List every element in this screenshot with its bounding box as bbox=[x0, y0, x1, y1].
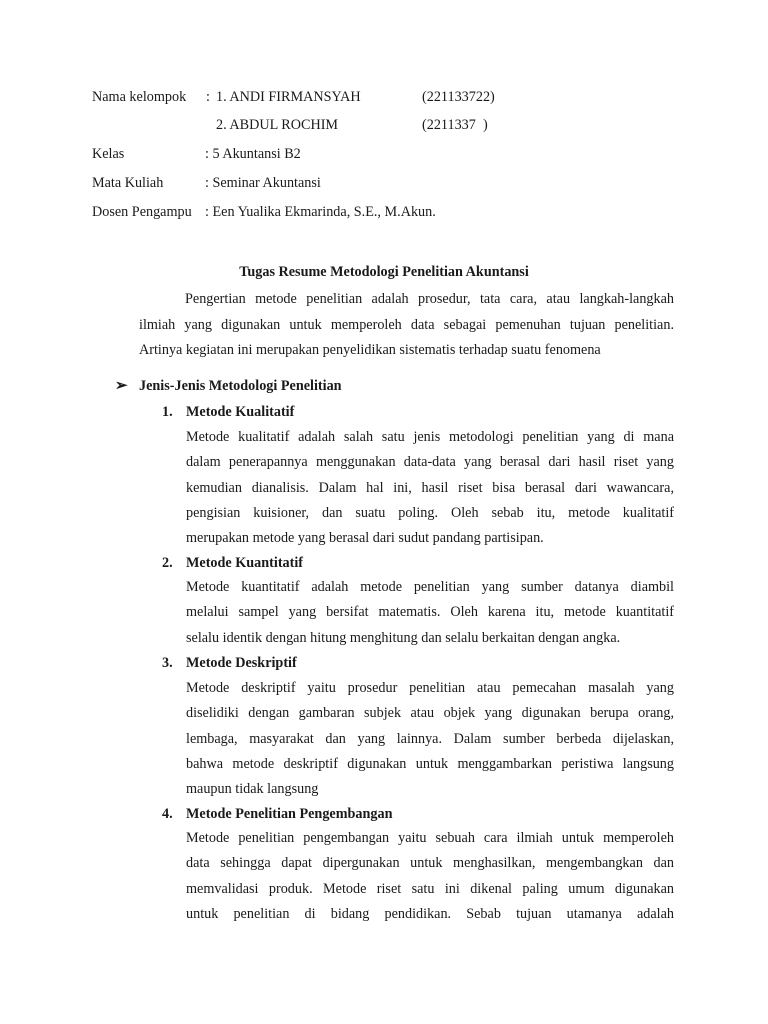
list-item-body bbox=[186, 826, 674, 927]
member2-row bbox=[92, 115, 692, 135]
body-line: Metode kuantitatif adalah metode penelitian yang sumber datanya diambil bbox=[186, 579, 674, 595]
list-item-title: Metode Kuantitatif bbox=[186, 555, 304, 571]
lecturer-label: Dosen Pengampu bbox=[92, 204, 192, 220]
list-item-number: 1. bbox=[162, 404, 173, 420]
class-value: : 5 Akuntansi B2 bbox=[205, 146, 301, 162]
body-line: selalu identik dengan hitung menghitung dan selalu berkaitan dengan angka. bbox=[186, 629, 621, 646]
document-title: Tugas Resume Metodologi Penelitian Akuntansi bbox=[239, 264, 529, 280]
list-item-number: 3. bbox=[162, 655, 173, 671]
body-line: diselidiki dengan gambaran subjek atau objek yang digunakan berupa orang, bbox=[186, 705, 674, 722]
body-line: lembaga, masyarakat dan yang lainnya. Dalam sumber berbeda dijelaskan, bbox=[186, 730, 674, 747]
intro-line: Artinya kegiatan ini merupakan penyelidikan sistematis terhadap suatu fenomena bbox=[139, 342, 601, 358]
body-line: dalam penerapannya menggunakan data-data yang berasal dari hasil riset yang bbox=[186, 454, 674, 471]
list-item-body bbox=[186, 676, 674, 802]
body-line: merupakan metode yang berasal dari sudut pandang partisipan. bbox=[186, 530, 544, 547]
body-line: Metode deskriptif yaitu prosedur penelitian atau pemecahan masalah yang bbox=[186, 680, 674, 696]
list-item-title: Metode Deskriptif bbox=[186, 655, 297, 671]
body-line: melalui sampel yang bersifat matematis. Oleh karena itu, metode kuantitatif bbox=[186, 604, 674, 621]
body-line: Metode kualitatif adalah salah satu jenis metodologi penelitian yang di mana bbox=[186, 429, 674, 445]
intro-line: Pengertian metode penelitian adalah prosedur, tata cara, atau langkah-langkah bbox=[185, 291, 674, 307]
body-line: data sehingga dapat dipergunakan untuk menghasilkan, mengembangkan dan bbox=[186, 855, 674, 872]
course-row bbox=[92, 173, 692, 193]
group-label: Nama kelompok bbox=[92, 89, 187, 105]
body-line: untuk penelitian di bidang pendidikan. Sebab tujuan utamanya adalah bbox=[186, 905, 674, 922]
intro-line: ilmiah yang digunakan untuk memperoleh data sebagai pemenuhan tujuan penelitian. bbox=[139, 316, 674, 333]
list-item-number: 2. bbox=[162, 555, 173, 571]
body-line: maupun tidak langsung bbox=[186, 781, 319, 798]
class-label: Kelas bbox=[92, 146, 125, 162]
member1-name: 1. ANDI FIRMANSYAH bbox=[216, 89, 361, 105]
class-row bbox=[92, 144, 692, 164]
body-line: kemudian dianalisis. Dalam hal ini, hasil riset bisa berasal dari wawancara, bbox=[186, 479, 674, 496]
body-line: Metode penelitian pengembangan yaitu sebuah cara ilmiah untuk memperoleh bbox=[186, 830, 674, 846]
lecturer-row bbox=[92, 202, 692, 222]
section-heading-label: Jenis-Jenis Metodologi Penelitian bbox=[139, 378, 342, 394]
intro-paragraph bbox=[139, 287, 674, 364]
list-item-title: Metode Kualitatif bbox=[186, 404, 295, 420]
group-separator: : bbox=[206, 89, 210, 105]
list-item-body bbox=[186, 575, 674, 651]
course-label: Mata Kuliah bbox=[92, 175, 164, 191]
list-item-body bbox=[186, 425, 674, 551]
member2-id: (2211337 ) bbox=[422, 117, 488, 133]
arrow-bullet-icon: ➢ bbox=[115, 378, 128, 394]
group-row bbox=[92, 87, 692, 107]
body-line: pengisian kuisioner, dan suatu poling. Oleh sebab itu, metode kualitatif bbox=[186, 504, 674, 521]
member1-id: (221133722) bbox=[422, 89, 495, 105]
lecturer-value: : Een Yualika Ekmarinda, S.E., M.Akun. bbox=[205, 204, 436, 220]
body-line: bahwa metode deskriptif digunakan untuk menggambarkan peristiwa langsung bbox=[186, 755, 674, 772]
course-value: : Seminar Akuntansi bbox=[205, 175, 321, 191]
body-line: memvalidasi produk. Metode riset satu ini dikenal paling umum digunakan bbox=[186, 880, 674, 897]
list-item-number: 4. bbox=[162, 806, 173, 822]
list-item-title: Metode Penelitian Pengembangan bbox=[186, 806, 393, 822]
member2-name: 2. ABDUL ROCHIM bbox=[216, 117, 339, 133]
